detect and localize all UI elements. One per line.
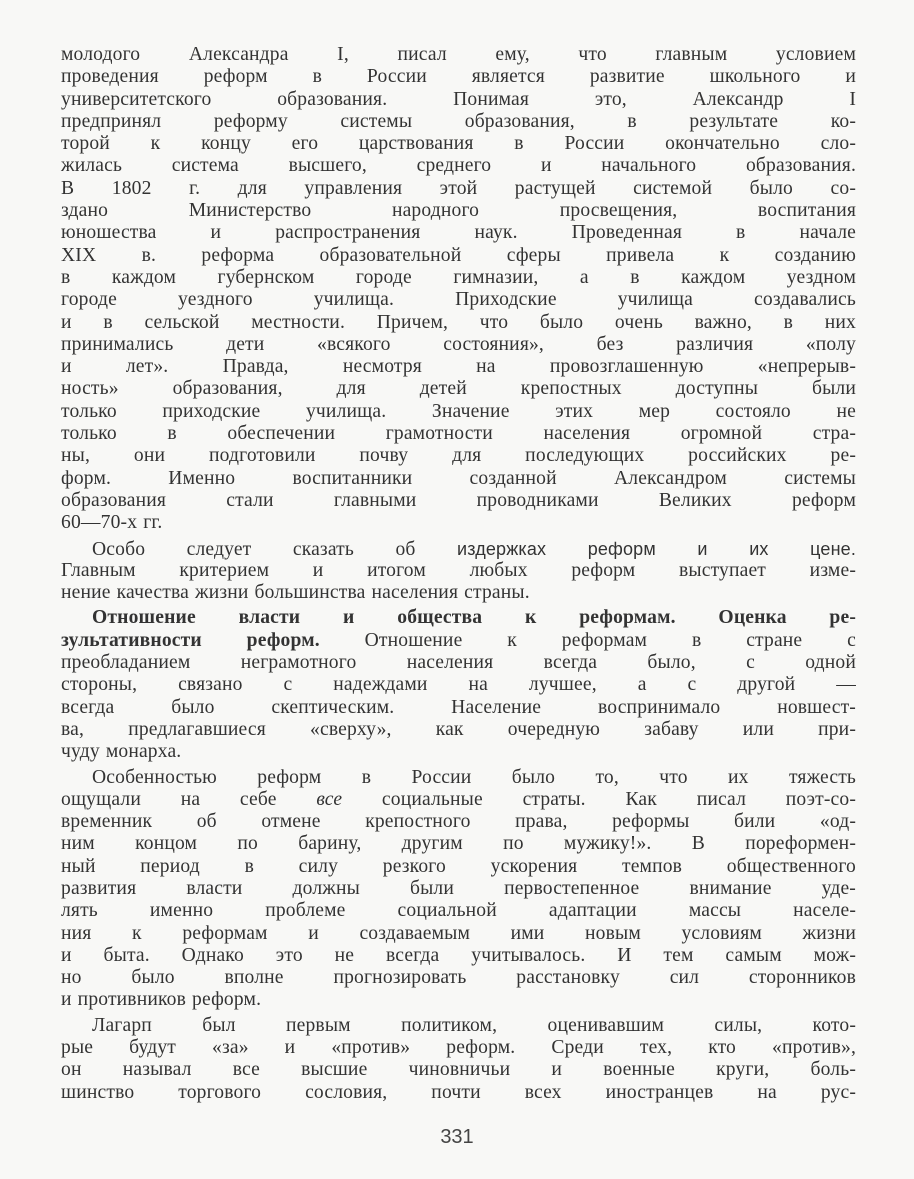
text-line bbox=[61, 423, 856, 445]
text-line bbox=[61, 1082, 856, 1104]
text-segment: и в сельской местности. Причем, что было очень важно, в них bbox=[61, 311, 856, 333]
text-segment: ния к реформам и создаваемым ими новым условиям жизни bbox=[61, 922, 856, 944]
text-line bbox=[61, 538, 856, 560]
text-segment: образования стали главными проводниками Великих реформ bbox=[61, 489, 856, 511]
text-line bbox=[61, 111, 856, 133]
text-segment: и противников реформ. bbox=[61, 989, 262, 1011]
text-line bbox=[61, 512, 856, 534]
text-line bbox=[61, 378, 856, 400]
text-segment: издержках реформ и их цене. bbox=[457, 538, 856, 559]
text-line bbox=[61, 44, 856, 66]
text-line bbox=[61, 878, 856, 900]
text-line bbox=[61, 741, 856, 763]
text-segment: Отношение к реформам в стране с bbox=[319, 629, 856, 651]
text-line bbox=[61, 945, 856, 967]
paragraph bbox=[61, 607, 856, 763]
text-line bbox=[61, 833, 856, 855]
paragraph bbox=[61, 767, 856, 1012]
text-segment: лять именно проблеме социальной адаптации массы населе- bbox=[61, 900, 856, 922]
text-line bbox=[61, 900, 856, 922]
text-segment: Особо следует сказать об bbox=[92, 538, 458, 560]
text-line bbox=[61, 697, 856, 719]
text-line bbox=[61, 178, 856, 200]
text-segment: шинство торгового сословия, почти всех иностранцев на рус- bbox=[61, 1081, 856, 1103]
text-segment: юношества и распространения наук. Проведенная в начале bbox=[61, 222, 856, 244]
text-line bbox=[61, 312, 856, 334]
text-line bbox=[61, 289, 856, 311]
text-line bbox=[61, 155, 856, 177]
text-segment: принимались дети «всякого состояния», без различия «полу bbox=[61, 333, 856, 355]
text-segment: ва, предлагавшиеся «сверху», как очередную забаву или при- bbox=[61, 718, 856, 740]
text-segment: чуду монарха. bbox=[61, 741, 182, 763]
text-line bbox=[61, 89, 856, 111]
text-segment: проведения реформ в России является развитие школьного и bbox=[61, 66, 856, 88]
page-number: 331 bbox=[440, 1126, 474, 1148]
text-segment: и быта. Однако это не всегда учитывалось. И тем самым мож- bbox=[61, 944, 856, 966]
text-segment: он называл все высшие чиновничьи и военные круги, боль- bbox=[61, 1059, 856, 1081]
paragraph bbox=[61, 44, 856, 535]
bold-heading-text: Отношение власти и общества к реформам. Оценка ре- bbox=[92, 607, 856, 629]
page-body-text bbox=[61, 44, 856, 1107]
text-line bbox=[61, 1015, 856, 1037]
text-segment: Главным критерием и итогом любых реформ выступает изме- bbox=[61, 559, 856, 581]
text-line bbox=[61, 468, 856, 490]
text-segment: 60—70-х гг. bbox=[61, 512, 163, 534]
text-line bbox=[61, 445, 856, 467]
text-line bbox=[61, 989, 856, 1011]
text-line bbox=[61, 267, 856, 289]
text-line bbox=[61, 245, 856, 267]
text-segment: ны, они подготовили почву для последующих российских ре- bbox=[61, 445, 856, 467]
text-segment: в каждом губернском городе гимназии, а в каждом уездном bbox=[61, 266, 856, 288]
text-segment: форм. Именно воспитанники созданной Александром системы bbox=[61, 467, 856, 489]
text-segment: развития власти должны были первостепенное внимание уде- bbox=[61, 877, 856, 899]
text-line bbox=[61, 490, 856, 512]
text-segment: рые будут «за» и «против» реформ. Среди тех, кто «против», bbox=[61, 1037, 856, 1059]
text-segment: ность» образования, для детей крепостных доступны были bbox=[61, 378, 856, 400]
text-line bbox=[61, 1037, 856, 1059]
text-line bbox=[61, 1059, 856, 1081]
text-line bbox=[61, 133, 856, 155]
text-segment: преобладанием неграмотного населения всегда было, с одной bbox=[61, 652, 856, 674]
text-segment: предпринял реформу системы образования, в результате ко- bbox=[61, 110, 856, 132]
text-segment: здано Министерство народного просвещения, воспитания bbox=[61, 200, 856, 222]
text-segment: торой к концу его царствования в России окончательно сло- bbox=[61, 133, 856, 155]
text-line bbox=[61, 674, 856, 696]
text-line bbox=[61, 200, 856, 222]
text-segment: всегда было скептическим. Население воспринимало новшест- bbox=[61, 696, 856, 718]
text-line bbox=[61, 789, 856, 811]
text-line bbox=[61, 334, 856, 356]
text-line bbox=[61, 719, 856, 741]
text-segment: ним концом по барину, другим по мужику!». В пореформен- bbox=[61, 833, 856, 855]
text-line bbox=[61, 630, 856, 652]
text-line bbox=[61, 923, 856, 945]
text-line bbox=[61, 967, 856, 989]
text-line bbox=[61, 401, 856, 423]
text-line bbox=[61, 856, 856, 878]
text-line bbox=[61, 652, 856, 674]
text-segment: только приходские училища. Значение этих мер состояло не bbox=[61, 400, 856, 422]
text-line bbox=[61, 560, 856, 582]
text-segment: жилась система высшего, среднего и начального образования. bbox=[61, 155, 856, 177]
text-line bbox=[61, 222, 856, 244]
text-segment: стороны, связано с надеждами на лучшее, а с другой — bbox=[61, 674, 856, 696]
text-segment: ощущали на себе bbox=[61, 788, 317, 810]
text-segment: ный период в силу резкого ускорения темпов общественного bbox=[61, 855, 856, 877]
text-line bbox=[61, 767, 856, 789]
text-segment: социальные страты. Как писал поэт-со- bbox=[342, 788, 856, 810]
text-line bbox=[61, 66, 856, 88]
italic-text: все bbox=[316, 788, 343, 810]
text-segment: XIX в. реформа образовательной сферы привела к созданию bbox=[61, 244, 856, 266]
text-segment: молодого Александра I, писал ему, что главным условием bbox=[61, 44, 856, 65]
text-segment: временник об отмене крепостного права, реформы били «од- bbox=[61, 811, 856, 833]
bold-heading-text: зультативности реформ. bbox=[61, 629, 320, 651]
text-segment: только в обеспечении грамотности населения огромной стра- bbox=[61, 423, 856, 445]
text-line bbox=[61, 811, 856, 833]
text-segment: В 1802 г. для управления этой растущей системой было со- bbox=[61, 177, 856, 199]
text-segment: но было вполне прогнозировать расстановку сил сторонников bbox=[61, 967, 856, 989]
text-segment: городе уездного училища. Приходские училища создавались bbox=[61, 289, 856, 311]
text-segment: Лагарп был первым политиком, оценивавшим силы, кото- bbox=[92, 1014, 856, 1036]
paragraph bbox=[61, 1015, 856, 1104]
text-segment: Особенностью реформ в России было то, что их тяжесть bbox=[92, 766, 856, 788]
text-line bbox=[61, 607, 856, 629]
paragraph bbox=[61, 538, 856, 605]
text-line bbox=[61, 356, 856, 378]
text-segment: университетского образования. Понимая это, Александр I bbox=[61, 88, 856, 110]
text-segment: нение качества жизни большинства населения страны. bbox=[61, 582, 530, 604]
text-line bbox=[61, 582, 856, 604]
text-segment: и лет». Правда, несмотря на провозглашенную «непрерыв- bbox=[61, 356, 856, 378]
